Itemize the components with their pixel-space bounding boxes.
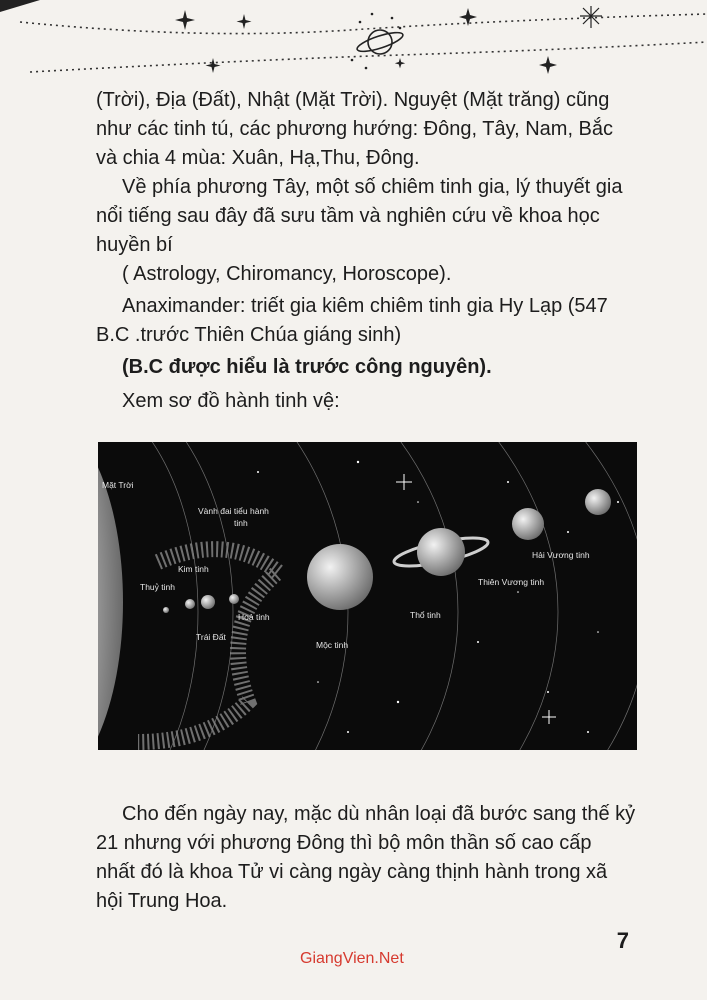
paragraph-terms: ( Astrology, Chiromancy, Horoscope).	[122, 263, 452, 285]
label-venus: Kim tinh	[178, 564, 209, 574]
header-decoration	[0, 0, 707, 80]
page-number: 7	[616, 928, 629, 953]
paragraph-anaximander: Anaximander: triết gia kiêm chiêm tinh gia Hy Lạp (547 B.C .trước Thiên Chúa giáng sinh)	[96, 295, 608, 346]
label-jupiter: Mộc tinh	[316, 640, 349, 650]
label-earth: Trái Đất	[196, 632, 226, 642]
label-uranus: Thiên Vương tinh	[478, 577, 545, 587]
label-mercury: Thuỷ tinh	[140, 582, 175, 592]
solar-system-diagram	[98, 442, 637, 750]
label-asteroid-belt-2: tinh	[234, 518, 248, 528]
label-neptune: Hải Vương tinh	[532, 550, 590, 560]
paragraph-west: Về phía phương Tây, một số chiêm tinh gia, lý thuyết gia nổi tiếng sau đây đã sưu tầm và nghiên cứu về khoa học huyền bí	[96, 176, 623, 256]
watermark: GiangVien.Net	[300, 950, 404, 967]
paragraph-diagram-intro: Xem sơ đồ hành tinh vệ:	[122, 390, 340, 412]
label-mars: Hoả tinh	[238, 612, 270, 622]
paragraph-intro: (Trời), Địa (Đất), Nhật (Mặt Trời). Nguyệt (Mặt trăng) cũng như các tinh tú, các phương hướng: Đông, Tây, Nam, Bắc và chia 4 mùa: Xuân, Hạ,Thu, Đông.	[96, 89, 614, 169]
saturn-icon	[355, 29, 404, 55]
sparkle-icon	[580, 6, 602, 28]
label-asteroid-belt: Vành đai tiểu hành	[198, 506, 269, 516]
label-saturn: Thổ tinh	[410, 610, 441, 620]
label-sun: Mặt Trời	[102, 480, 134, 490]
paragraph-bc-note: (B.C được hiểu là trước công nguyên).	[122, 356, 492, 378]
paragraph-conclusion: Cho đến ngày nay, mặc dù nhân loại đã bước sang thế kỷ 21 nhưng với phương Đông thì bộ môn thần số cao cấp nhất đó là khoa Tử vi càng ngày càng thịnh hành trong xã hội Trung Hoa.	[96, 803, 636, 912]
